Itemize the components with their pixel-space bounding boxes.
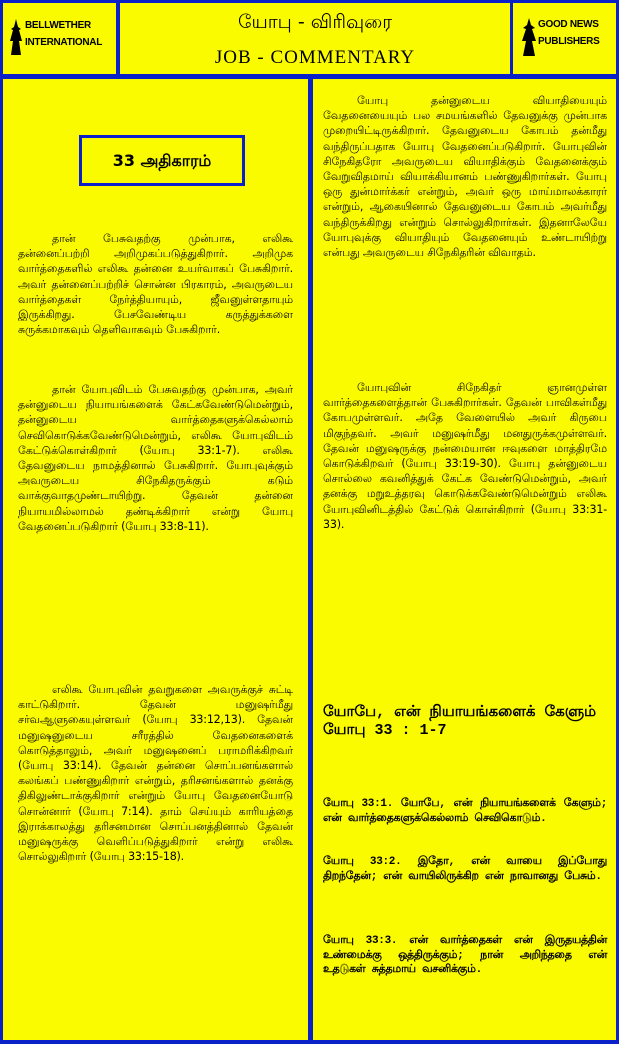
verse-33-2: யோபு 33:2. இதோ, என் வாயை இப்போது திறந்தேன்; என் வாயிலிருக்கிற என் நாவானது பேசும். [323, 856, 607, 883]
left-paragraph-1: தான் பேசுவதற்கு முன்பாக, எலிகூ தன்னைப்பற்றி அறிமுகப்படுத்துகிறார். அறிமுக வார்த்தைகளில் எலிகூ தன்னை உயர்வாகப் பேசுகிறார். அவர் தன்னைப்பற்றிச் சொன்ன பிரகாரம், அவருடைய வார்த்தைகள் நேர்த்தியாயும், ஜீவனுள்ளதாயும் இருக்கிறது. பேசவேண்டிய கருத்துக்களை சுருக்கமாகவும் தெளிவாகவும் பேசுகிறார். [18, 232, 293, 337]
good-news-logo [513, 3, 616, 74]
bellwether-icon [9, 17, 23, 57]
right-column [313, 79, 616, 1040]
left-paragraph-2: தான் யோபுவிடம் பேசுவதற்கு முன்பாக, அவர் தன்னுடைய நியாயங்களைக் கேட்கவேண்டுமென்றும், தன்னுடைய வார்த்தைகளுக்கெல்லாம் செவிகொடுக்கவேண்டுமென்றும், எலிகூ யோபுவிடம் கேட்டுக்கொள்கிறார் (யோபு 33:1-7). எலிகூ தேவனுடைய நாமத்தினால் பேசுகிறார். யோபுவுக்கும் அவருடைய சிநேகிதருக்கும் கடும் வாக்குவாதமுண்டாயிற்று. தேவன் தன்னை நியாயமில்லாமல் தண்டிக்கிறார் என்று யோபு வேதனைப்படுகிறார் (யோபு 33:8-11). [18, 383, 293, 533]
verse-33-3: யோபு 33:3. என் வார்த்தைகள் என் இருதயத்தின் உண்மைக்கு ஒத்திருக்கும்; நான் அறிந்ததை என் உதடுகள் சுத்தமாய் வசனிக்கும். [323, 935, 607, 976]
verse-33-1: யோபு 33:1. யோபே, என் நியாயங்களைக் கேளும்; என் வார்த்தைகளுக்கெல்லாம் செவிகொடும். [323, 798, 607, 825]
section-heading-reference: யோபு 33 : 1-7 [323, 722, 447, 739]
logo-left-line-2: INTERNATIONAL [25, 37, 103, 48]
logo-left-line-1: BELLWETHER [25, 20, 91, 31]
section-heading [323, 704, 607, 740]
left-paragraph-3: எலிகூ யோபுவின் தவறுகளை அவருக்குச் சுட்டி காட்டுகிறார். தேவன் மனுஷர்மீது சர்வஆளுகையுள்ளவர் (யோபு 33:12,13). தேவன் மனுஷனுடைய சரீரத்தில் வேதனைகளைக் கொடுத்தாலும், அவர் மனுஷனைப் பராமரிக்கிறவர் (யோபு 33:14). தேவன் தன்னை சொப்பனங்களால் கலங்கப் பண்ணுகிறார் என்றும், தரிசனங்களால் தனக்கு திகிலுண்டாக்குகிறார் என்றும் யோபு வேதனையோடு சொன்னார் (யோபு 7:14). தாம் செய்யும் காரியத்தை இராக்காலத்து தரிசனமான சொப்பனத்தினால் தேவன் மனுஷருக்கு வெளிப்படுத்துகிறார் என்று எலிகூ சொல்லுகிறார் (யோபு 33:15-18). [18, 683, 293, 864]
bellwether-logo [3, 3, 116, 74]
page-title-box [120, 3, 510, 74]
right-paragraph-1: யோபு தன்னுடைய வியாதியையும் வேதனையையும் பல சமயங்களில் தேவனுக்கு முன்பாக முறையிட்டிருக்கிறார். தேவனுடைய கோபம் தன்மீது வந்திருப்பதாக யோபு வேதனைப்படுகிறார். யோபுவின் சிநேகிதரோ அவருடைய வியாதிக்கும் வேதனைக்கும் வேறுவிதமாய் வியாக்கியானம் பண்ணுகிறார்கள். யோபு ஒரு துன்மார்க்கர் என்றும், அவர் ஒரு மாய்மாலக்காரர் என்றும், ஆகையினால் தேவனுடைய கோபம் அவர்மீது வந்திருக்கிறது என்றும் சொல்லுகிறார்கள். இதனாலேயே யோபுவுக்கு வியாதியும் வேதனையும் உண்டாயிற்று என்பது அவருடைய சிநேகிதரின் விவாதம். [323, 94, 607, 260]
right-paragraph-2: யோபுவின் சிநேகிதர் ஞானமுள்ள வார்த்தைகளைத்தான் பேசுகிறார்கள். தேவன் பாவிகள்மீது கோபமுள்ளவர். அதே வேளையில் அவர் கிருபை மிகுந்தவர். அவர் மனுஷர்மீது மனதுருக்கமுள்ளவர். தேவன் மனுஷருக்கு நன்மையான ஈவுகளை மாத்திரமே கொடுக்கிறவர் (யோபு 33:19-30). யோபு தன்னுடைய சொல்லை கவனித்துக் கேட்க வேண்டுமென்றும், அவர் தனக்கு மறுஉத்தரவு கொடுக்கவேண்டுமென்றும் எலிகூ யோபுவினிடத்தில் கேட்டுக் கொள்கிறார் (யோபு 33:31-33). [323, 381, 607, 531]
page-title-tamil: யோபு - விரிவுரை [237, 11, 393, 33]
logo-right-line-1: GOOD NEWS [538, 19, 599, 30]
section-heading-title: யோபே, என் நியாயங்களைக் கேளும் [323, 704, 597, 721]
logo-right-line-2: PUBLISHERS [538, 36, 600, 47]
page-title-english: JOB - COMMENTARY [214, 47, 416, 68]
chapter-heading: 33 அதிகாரம் [79, 135, 245, 186]
left-column [3, 79, 308, 1040]
good-news-icon [521, 16, 537, 58]
